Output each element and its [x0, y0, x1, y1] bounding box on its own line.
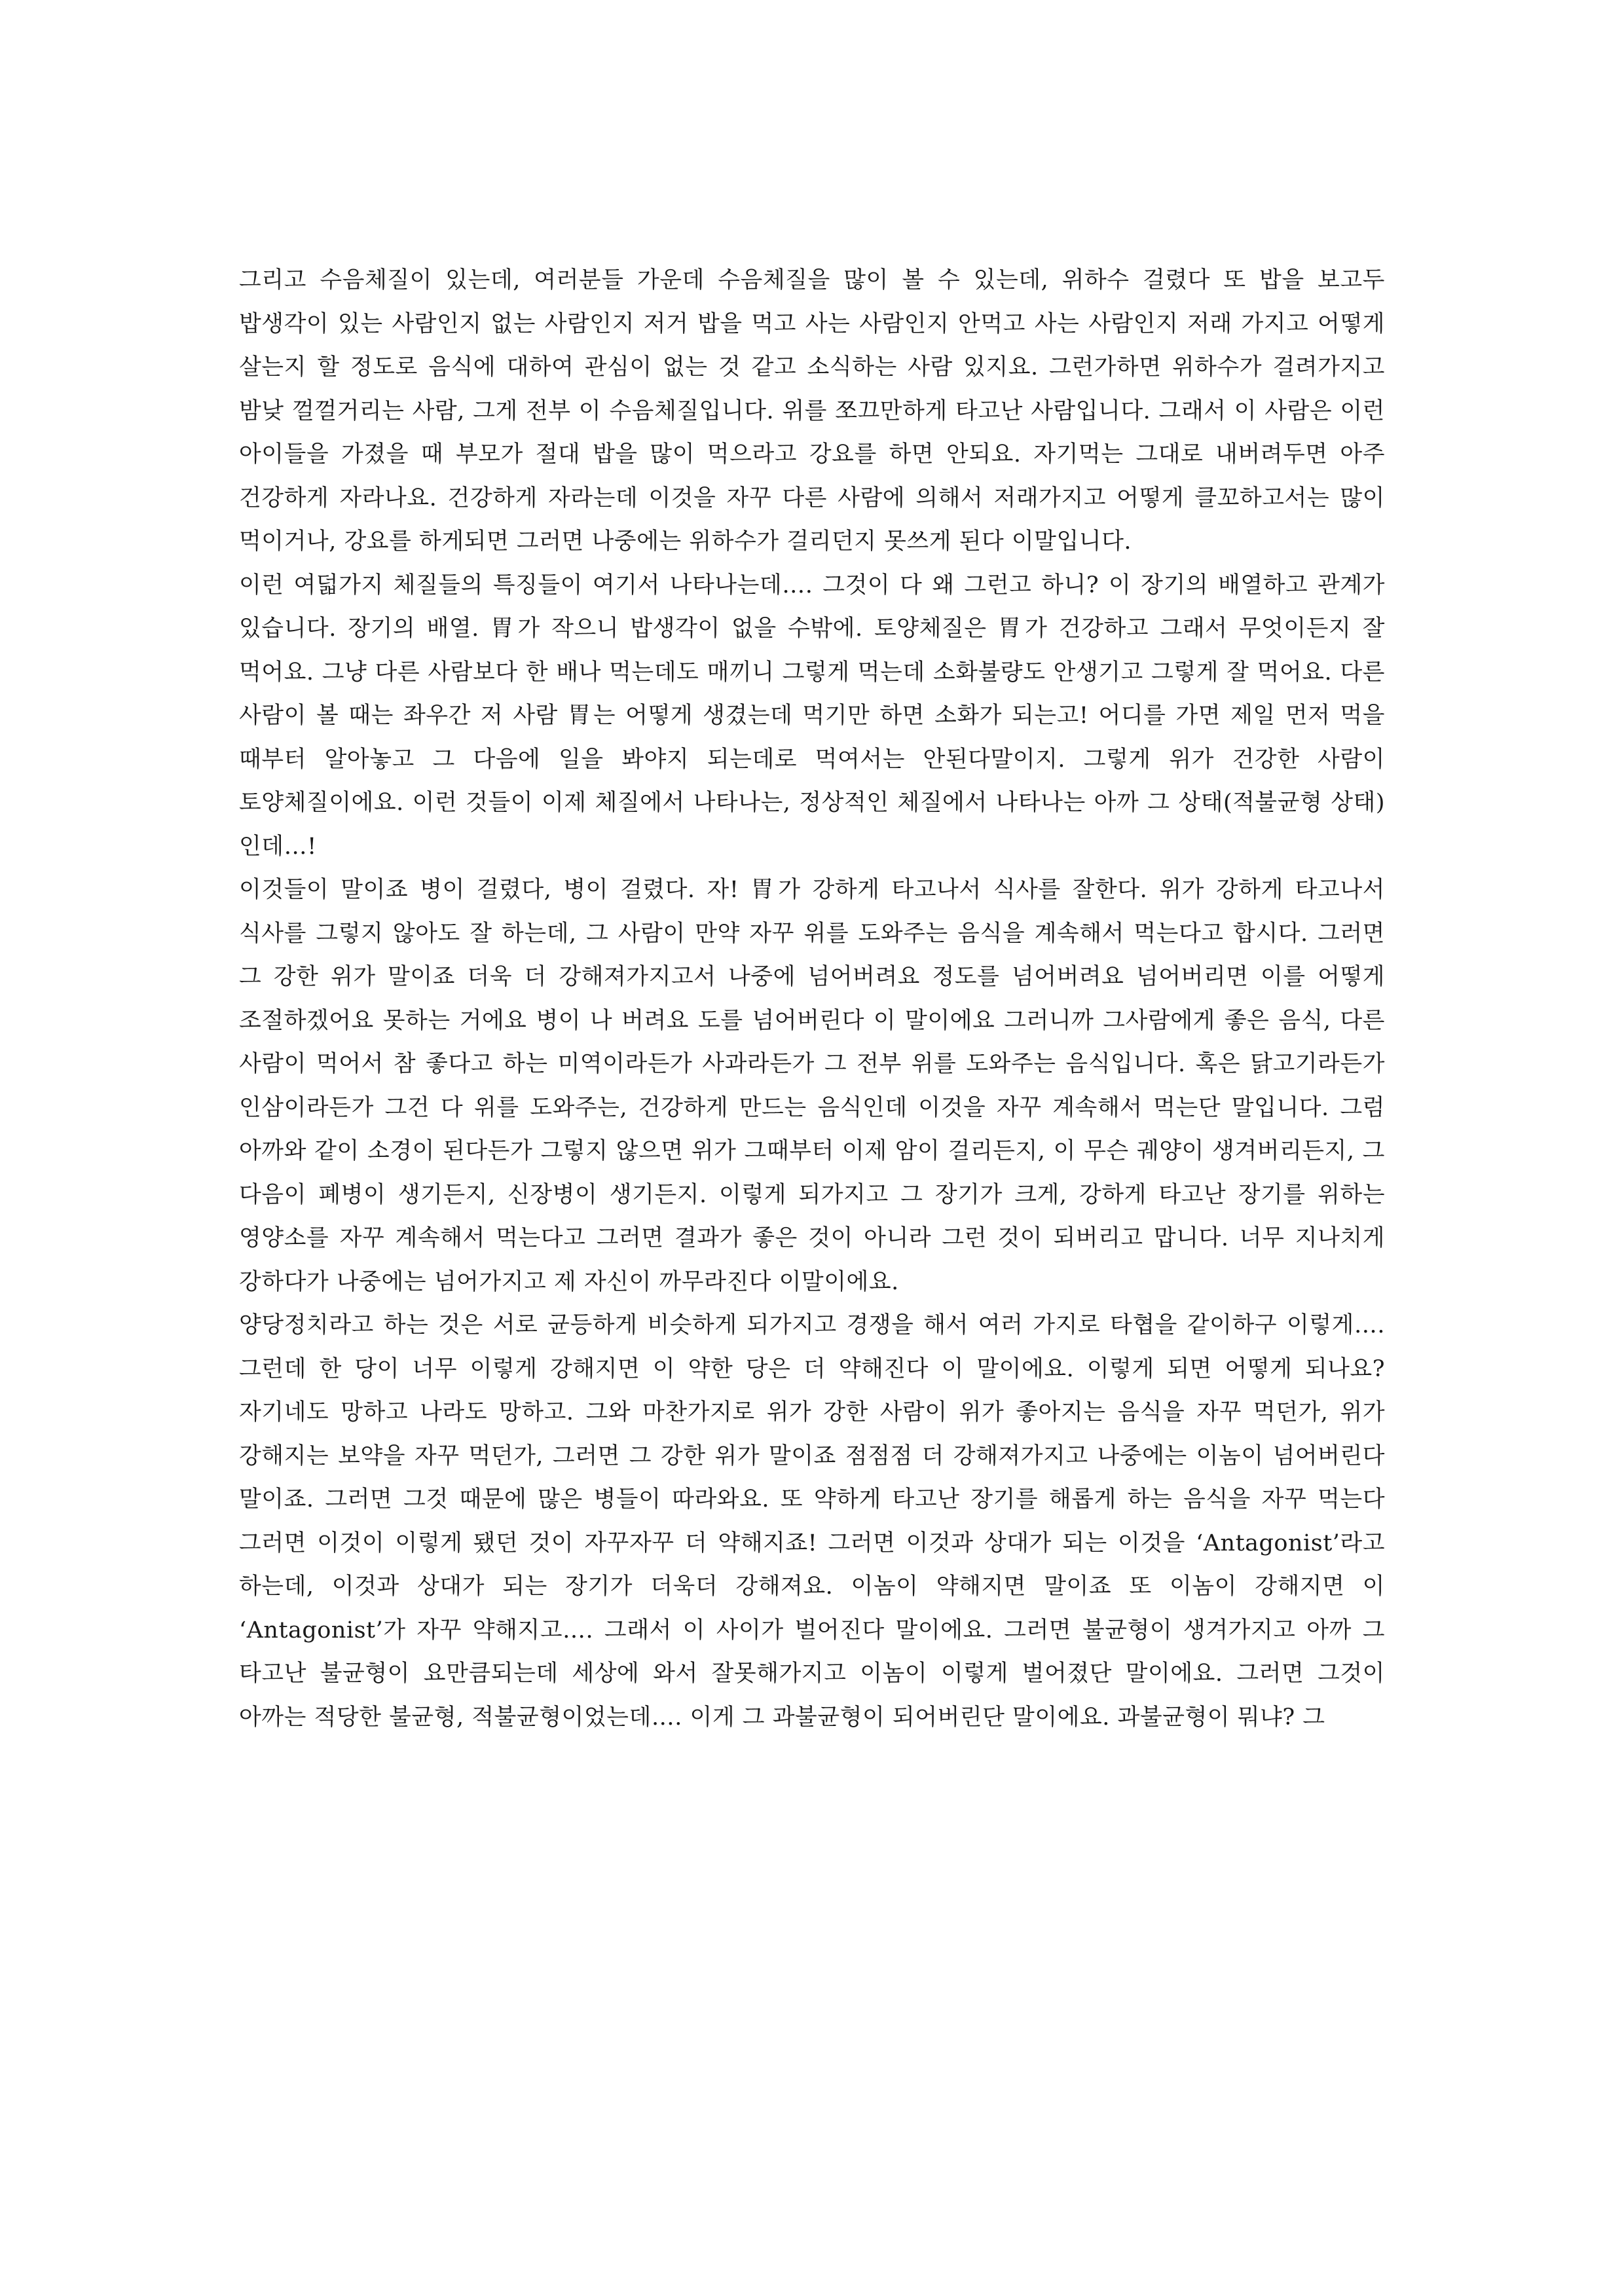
- paragraph-4: 양당정치라고 하는 것은 서로 균등하게 비슷하게 되가지고 경쟁을 해서 여러 가지로 타협을 같이하구 이렇게…. 그런데 한 당이 너무 이렇게 강해지면 이 약한 당은 더 약해진다 이 말이에요. 이렇게 되면 어떻게 되나요? 자기네도 망하고 나라도 망하고. 그와 마찬가지로 위가 강한 사람이 위가 좋아지는 음식을 자꾸 먹던가, 위가 강해지는 보약을 자꾸 먹던가, 그러면 그 강한 위가 말이죠 점점점 더 강해져가지고 나중에는 이놈이 넘어버린다 말이죠. 그러면 그것 때문에 많은 병들이 따라와요. 또 약하게 타고난 장기를 해롭게 하는 음식을 자꾸 먹는다 그러면 이것이 이렇게 됐던 것이 자꾸자꾸 더 약해지죠! 그러면 이것과 상대가 되는 이것을 ‘Antagonist’라고 하는데, 이것과 상대가 되는 장기가 더욱더 강해져요. 이놈이 약해지면 말이죠 또 이놈이 강해지면 이 ‘Antagonist’가 자꾸 약해지고…. 그래서 이 사이가 벌어진다 말이에요. 그러면 불균형이 생겨가지고 아까 그 타고난 불균형이 요만큼되는데 세상에 와서 잘못해가지고 이놈이 이렇게 벌어졌단 말이에요. 그러면 그것이 아까는 적당한 불균형, 적불균형이었는데…. 이게 그 과불균형이 되어버린단 말이에요. 과불균형이 뭐냐? 그: [239, 1312, 1385, 1731]
- paragraph-3: 이것들이 말이죠 병이 걸렸다, 병이 걸렸다. 자! 胃가 강하게 타고나서 식사를 잘한다. 위가 강하게 타고나서 식사를 그렇지 않아도 잘 하는데, 그 사람이 만약 자꾸 위를 도와주는 음식을 계속해서 먹는다고 합시다. 그러면 그 강한 위가 말이죠 더욱 더 강해져가지고서 나중에 넘어버려요 정도를 넘어버려요 넘어버리면 이를 어떻게 조절하겠어요 못하는 거에요 병이 나 버려요 도를 넘어버린다 이 말이에요 그러니까 그사람에게 좋은 음식, 다른 사람이 먹어서 참 좋다고 하는 미역이라든가 사과라든가 그 전부 위를 도와주는 음식입니다. 혹은 닭고기라든가 인삼이라든가 그건 다 위를 도와주는, 건강하게 만드는 음식인데 이것을 자꾸 계속해서 먹는단 말입니다. 그럼 아까와 같이 소경이 된다든가 그렇지 않으면 위가 그때부터 이제 암이 걸리든지, 이 무슨 궤양이 생겨버리든지, 그 다음이 폐병이 생기든지, 신장병이 생기든지. 이렇게 되가지고 그 장기가 크게, 강하게 타고난 장기를 위하는 영양소를 자꾸 계속해서 먹는다고 그러면 결과가 좋은 것이 아니라 그런 것이 되버리고 맙니다. 너무 지나치게 강하다가 나중에는 넘어가지고 제 자신이 까무라진다 이말이에요.: [239, 877, 1385, 1295]
- paragraph-1: 그리고 수음체질이 있는데, 여러분들 가운데 수음체질을 많이 볼 수 있는데, 위하수 걸렸다 또 밥을 보고두 밥생각이 있는 사람인지 없는 사람인지 저거 밥을 먹고 사는 사람인지 안먹고 사는 사람인지 저래 가지고 어떻게 살는지 할 정도로 음식에 대하여 관심이 없는 것 같고 소식하는 사람 있지요. 그런가하면 위하수가 걸려가지고 밤낮 껄껄거리는 사람, 그게 전부 이 수음체질입니다. 위를 쪼끄만하게 타고난 사람입니다. 그래서 이 사람은 이런 아이들을 가졌을 때 부모가 절대 밥을 많이 먹으라고 강요를 하면 안되요. 자기먹는 그대로 내버려두면 아주 건강하게 자라나요. 건강하게 자라는데 이것을 자꾸 다른 사람에 의해서 저래가지고 어떻게 클꼬하고서는 많이 먹이거나, 강요를 하게되면 그러면 나중에는 위하수가 걸리던지 못쓰게 된다 이말입니다.: [239, 267, 1385, 555]
- document-body: [239, 259, 1385, 1739]
- paragraph-2: 이런 여덟가지 체질들의 특징들이 여기서 나타나는데…. 그것이 다 왜 그런고 하니? 이 장기의 배열하고 관계가 있습니다. 장기의 배열. 胃가 작으니 밥생각이 없을 수밖에. 토양체질은 胃가 건강하고 그래서 무엇이든지 잘 먹어요. 그냥 다른 사람보다 한 배나 먹는데도 매끼니 그렇게 먹는데 소화불량도 안생기고 그렇게 잘 먹어요. 다른 사람이 볼 때는 좌우간 저 사람 胃는 어떻게 생겼는데 먹기만 하면 소화가 되는고! 어디를 가면 제일 먼저 먹을 때부터 알아놓고 그 다음에 일을 봐야지 되는데로 먹여서는 안된다말이지. 그렇게 위가 건강한 사람이 토양체질이에요. 이런 것들이 이제 체질에서 나타나는, 정상적인 체질에서 나타나는 아까 그 상태(적불균형 상태)인데…!: [239, 572, 1385, 860]
